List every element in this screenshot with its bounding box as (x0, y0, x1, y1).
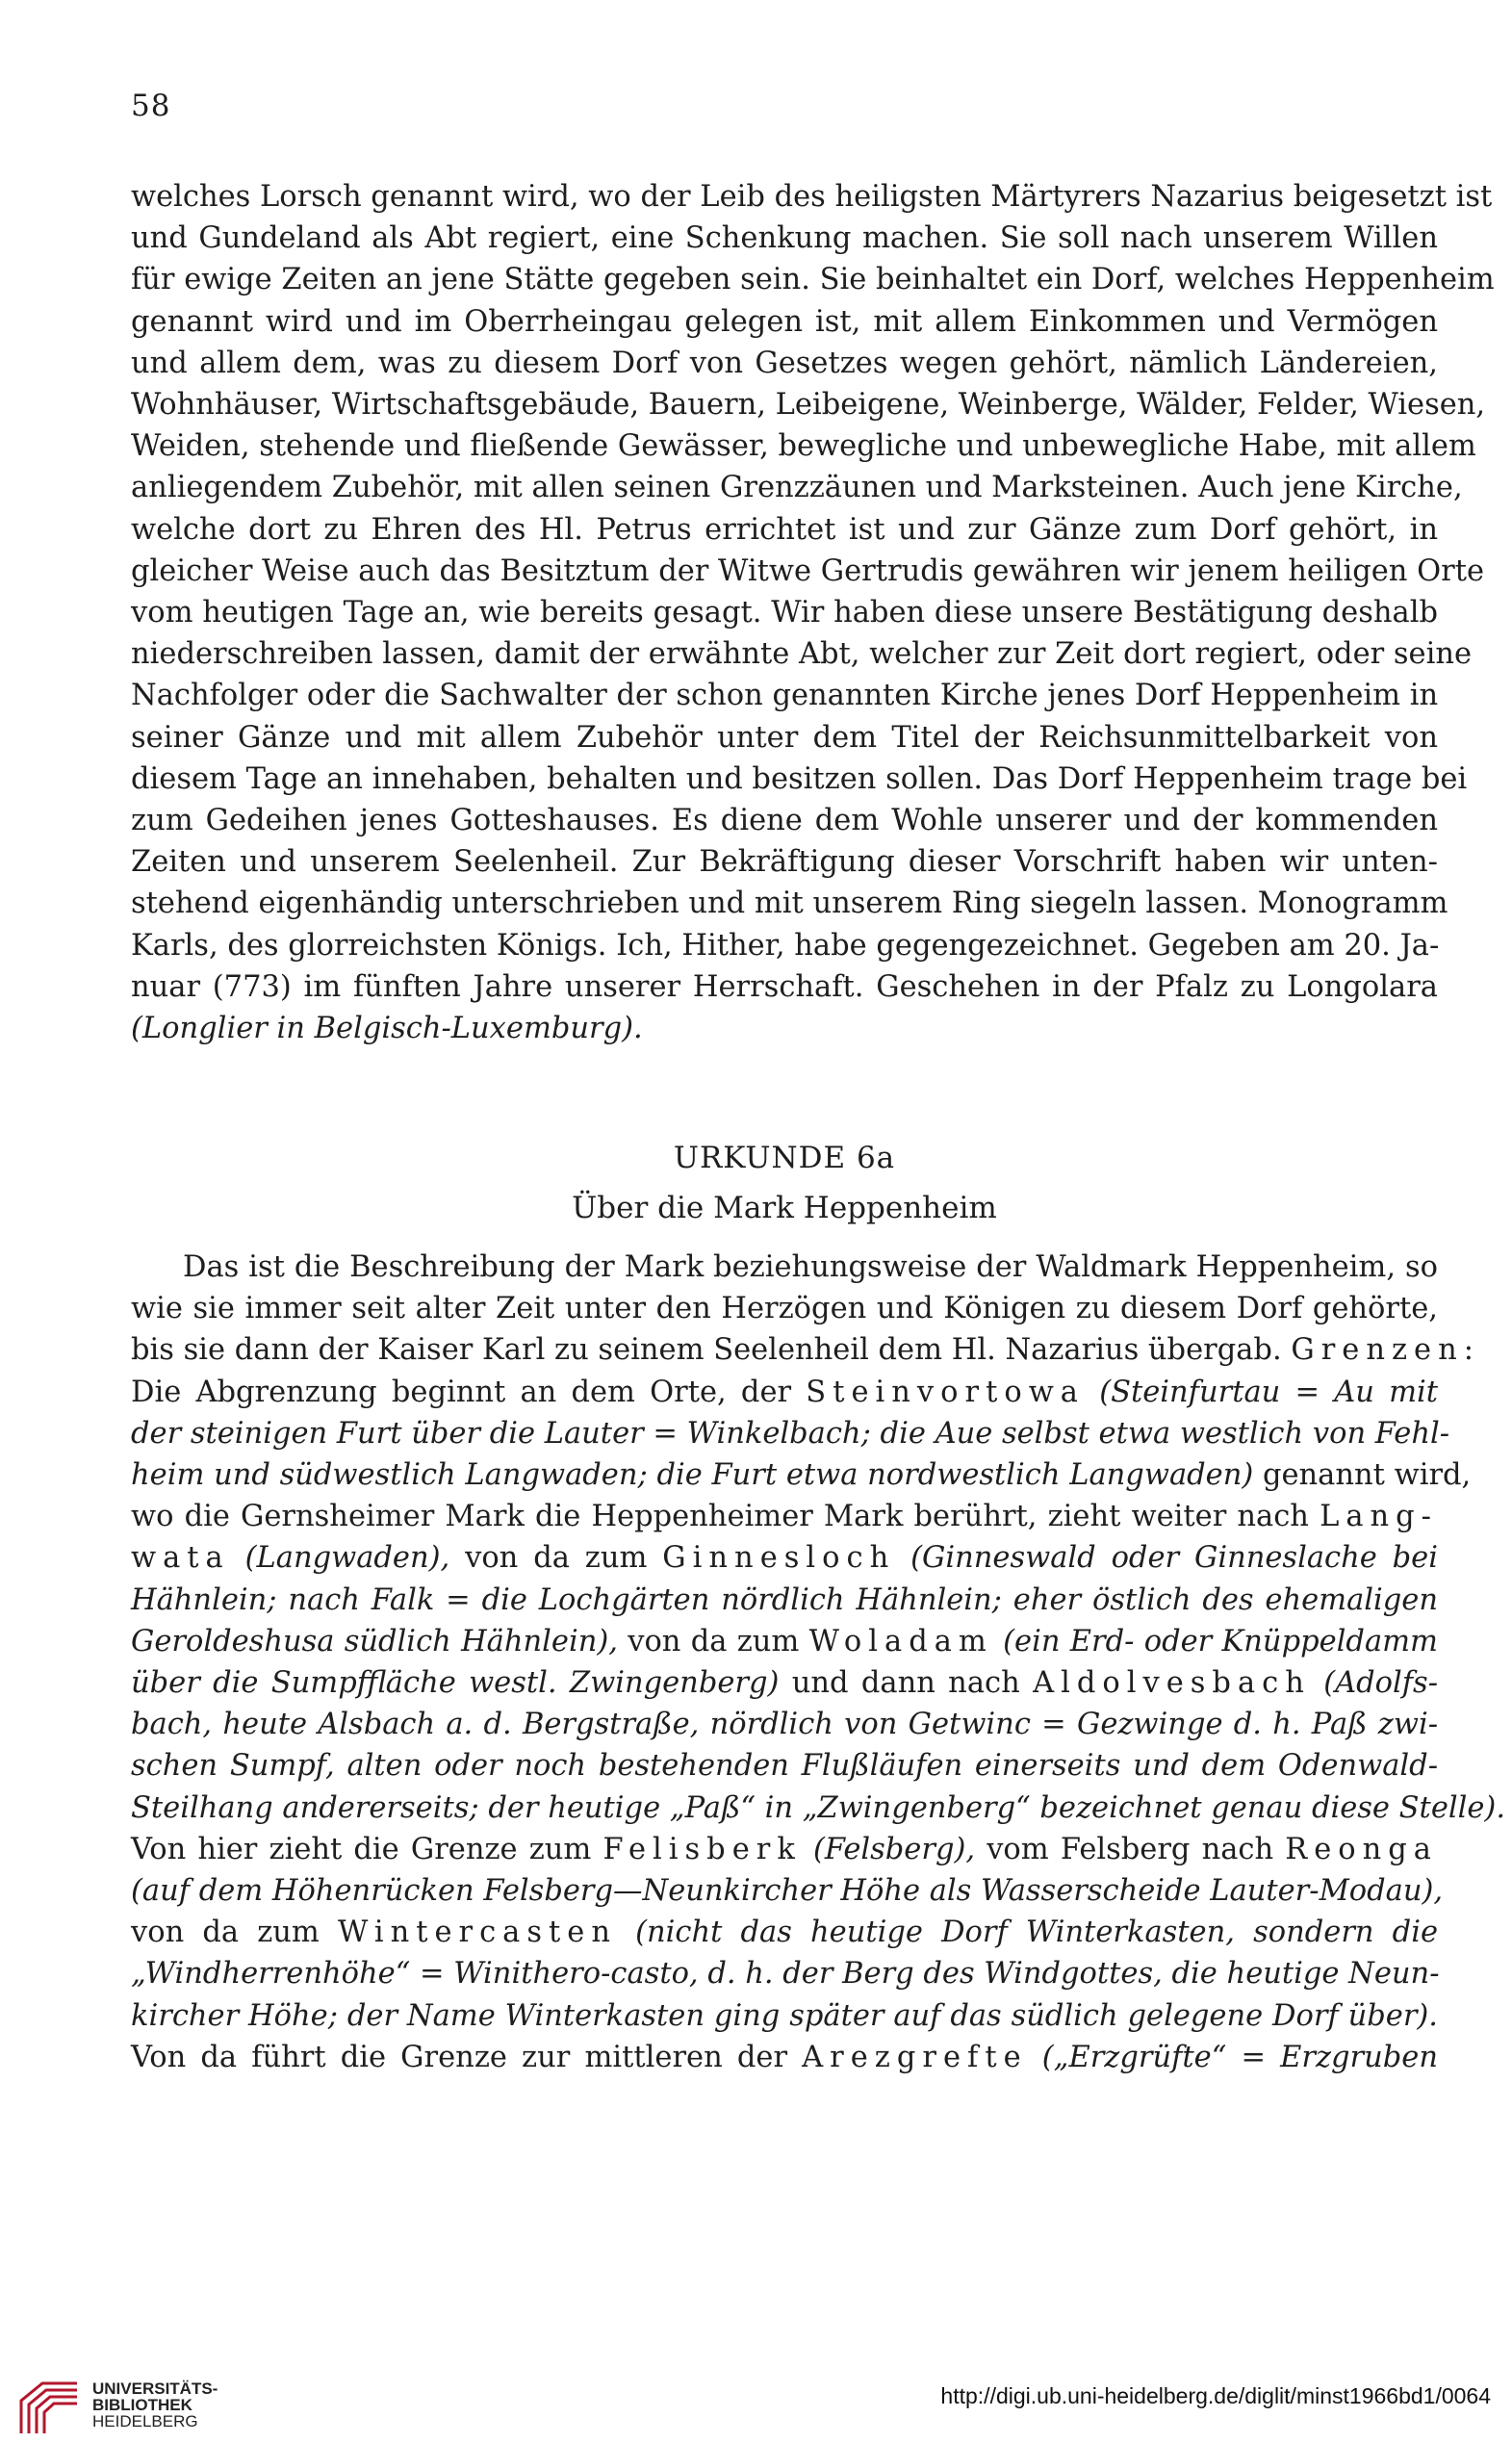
place-name: wata (131, 1541, 230, 1576)
text-run: bis sie dann der Kaiser Karl zu seinem Seelenheil dem Hl. Nazarius übergab. (131, 1333, 1282, 1368)
document-heading: URKUNDE 6a (673, 1141, 896, 1175)
text-run: genannt wird, (1262, 1458, 1472, 1493)
text-line: und allem dem, was zu diesem Dorf von Gesetzes wegen gehört, nämlich Ländereien, (131, 346, 1438, 380)
text-line: genannt wird und im Oberrheingau gelegen ist, mit allem Einkommen und Vermögen (131, 304, 1438, 339)
annotation: (Adolfs- (1323, 1666, 1439, 1701)
place-name: Aldolvesbach (1033, 1666, 1311, 1701)
annotation: („Erzgrüfte“ = Erzgruben (1041, 2040, 1438, 2074)
annotation: (Steinfurtau = Au mit (1099, 1375, 1439, 1409)
text-line (131, 1496, 1438, 1537)
text-run: und dann nach (791, 1666, 1020, 1701)
text-line: Steilhang andererseits; der heutige „Paß“ in „Zwingenberg“ bezeichnet genau diese Stelle). (131, 1790, 1506, 1825)
text-line: Weiden, stehende und fließende Gewässer, bewegliche und unbewegliche Habe, mit allem (131, 429, 1476, 464)
text-line: vom heutigen Tage an, wie bereits gesagt. Wir haben diese unsere Bestätigung deshalb (131, 596, 1438, 630)
annotation: (Felsberg), (812, 1832, 976, 1866)
paragraph-continued-text (131, 176, 1495, 1049)
text-line (131, 1372, 1438, 1413)
text-line: Nachfolger oder die Sachwalter der schon genannten Kirche jenes Dorf Heppenheim in (131, 679, 1439, 713)
text-line: für ewige Zeiten an jene Stätte gegeben sein. Sie beinhaltet ein Dorf, welches Heppenheim (131, 263, 1495, 297)
text-line (131, 1329, 1481, 1371)
annotation: über die Sumpffläche westl. Zwingenberg) (131, 1666, 780, 1701)
place-name: Steinvortowa (806, 1375, 1085, 1409)
text-line: diesem Tage an innehaben, behalten und besitzen sollen. Das Dorf Heppenheim trage bei (131, 761, 1468, 796)
text-line: gleicher Weise auch das Besitztum der Witwe Gertrudis gewähren wir jenem heiligen Orte (131, 553, 1485, 588)
place-name: Felisberk (602, 1832, 802, 1866)
footer-bar (0, 2358, 1512, 2443)
text-line (131, 1662, 1438, 1704)
annotation: heim und südwestlich Langwaden; die Furt etwa nordwestlich Langwaden) (131, 1458, 1254, 1493)
library-name (92, 2380, 218, 2430)
text-line: Karls, des glorreichsten Königs. Ich, Hither, habe gegengezeichnet. Gegeben am 20. Ja- (131, 928, 1440, 963)
text-run: von da zum (465, 1541, 648, 1576)
text-line: der steinigen Furt über die Lauter = Winkelbach; die Aue selbst etwa westlich von Fehl- (131, 1416, 1450, 1451)
text-run: vom Felsberg nach (987, 1832, 1274, 1866)
place-name: Lang- (1320, 1500, 1438, 1534)
place-name: Ginnesloch (662, 1541, 896, 1576)
text-line: welche dort zu Ehren des Hl. Petrus errichtet ist und zur Gänze zum Dorf gehört, in (131, 512, 1438, 547)
text-line: welches Lorsch genannt wird, wo der Leib des heiligsten Märtyrers Nazarius beigesetzt ist (131, 180, 1493, 214)
text-line: wie sie immer seit alter Zeit unter den Herzögen und Königen zu diesem Dorf gehörte, (131, 1292, 1438, 1326)
text-line: niederschreiben lassen, damit der erwähnte Abt, welcher zur Zeit dort regiert, oder seine (131, 637, 1473, 672)
text-line (131, 1621, 1438, 1662)
document-subheading: Über die Mark Heppenheim (572, 1191, 997, 1225)
library-name-line: HEIDELBERG (92, 2412, 198, 2430)
text-line: (Longlier in Belgisch-Luxemburg). (131, 1012, 643, 1046)
place-name: Woladam (808, 1624, 993, 1659)
text-line (131, 1912, 1438, 1953)
paragraph-mark-description (131, 1247, 1506, 2078)
text-line: (auf dem Höhenrücken Felsberg—Neunkircher Höhe als Wasserscheide Lauter-Modau), (131, 1874, 1444, 1909)
text-line: Hähnlein; nach Falk = die Lochgärten nördlich Hähnlein; eher östlich des ehemaligen (131, 1582, 1438, 1617)
text-line (131, 1454, 1472, 1496)
page-number: 58 (131, 89, 171, 123)
text-run: wo die Gernsheimer Mark die Heppenheimer Mark berührt, zieht weiter nach (131, 1500, 1309, 1534)
text-line: nuar (773) im fünften Jahre unserer Herrschaft. Geschehen in der Pfalz zu Longolara (131, 969, 1438, 1004)
text-run: Von hier zieht die Grenze zum (131, 1832, 592, 1866)
annotation: (Langwaden), (244, 1541, 450, 1576)
text-line (131, 1829, 1438, 1870)
annotation: (Ginneswald oder Ginneslache bei (910, 1541, 1438, 1576)
text-line: und Gundeland als Abt regiert, eine Schenkung machen. Sie soll nach unserem Willen (131, 221, 1438, 256)
text-run: Die Abgrenzung beginnt an dem Orte, der (131, 1375, 792, 1409)
text-run: Von da führt die Grenze zur mittleren der (131, 2040, 788, 2074)
library-name-line: BIBLIOTHEK (92, 2396, 192, 2414)
text-line: schen Sumpf, alten oder noch bestehenden Flußläufen einerseits und dem Odenwald- (131, 1749, 1438, 1784)
heidelberg-library-logo-icon[interactable] (17, 2379, 81, 2435)
text-line: stehend eigenhändig unterschrieben und mit unserem Ring siegeln lassen. Monogramm (131, 887, 1448, 921)
place-name: Wintercasten (338, 1916, 617, 1950)
text-line (131, 2037, 1438, 2078)
library-name-line: UNIVERSITÄTS- (92, 2379, 218, 2398)
text-line (131, 1537, 1438, 1579)
text-line: Zeiten und unserem Seelenheil. Zur Bekräftigung dieser Vorschrift haben wir unten- (131, 845, 1438, 880)
text-run: von da zum (628, 1624, 800, 1659)
text-run: von da zum (131, 1916, 320, 1950)
place-name: Arezgrefte (802, 2040, 1028, 2074)
source-url-link[interactable]: http://digi.ub.uni-heidelberg.de/diglit/minst1966bd1/0064 (940, 2383, 1491, 2408)
text-line: „Windherrenhöhe“ = Winithero-casto, d. h. der Berg des Windgottes, die heutige Neun- (131, 1957, 1440, 1992)
text-line: anliegendem Zubehör, mit allen seinen Grenzzäunen und Marksteinen. Auch jene Kirche, (131, 471, 1463, 505)
text-line: Das ist die Beschreibung der Mark beziehungsweise der Waldmark Heppenheim, so (183, 1250, 1438, 1284)
annotation: (nicht das heutige Dorf Winterkasten, sondern die (635, 1916, 1439, 1950)
text-line: Wohnhäuser, Wirtschaftsgebäude, Bauern, Leibeigene, Weinberge, Wälder, Felder, Wiesen, (131, 388, 1486, 423)
place-name: Grenzen: (1291, 1333, 1481, 1368)
text-line: kircher Höhe; der Name Winterkasten ging später auf das südlich gelegene Dorf über). (131, 1998, 1438, 2033)
text-line: zum Gedeihen jenes Gotteshauses. Es diene dem Wohle unserer und der kommenden (131, 804, 1438, 838)
text-line: bach, heute Alsbach a. d. Bergstraße, nördlich von Getwinc = Gezwinge d. h. Paß zwi- (131, 1708, 1438, 1742)
place-name: Reonga (1285, 1832, 1438, 1866)
annotation: (ein Erd- oder Knüppeldamm (1003, 1624, 1438, 1659)
annotation: Geroldeshusa südlich Hähnlein), (131, 1624, 618, 1659)
text-line: seiner Gänze und mit allem Zubehör unter dem Titel der Reichsunmittelbarkeit von (131, 720, 1438, 755)
